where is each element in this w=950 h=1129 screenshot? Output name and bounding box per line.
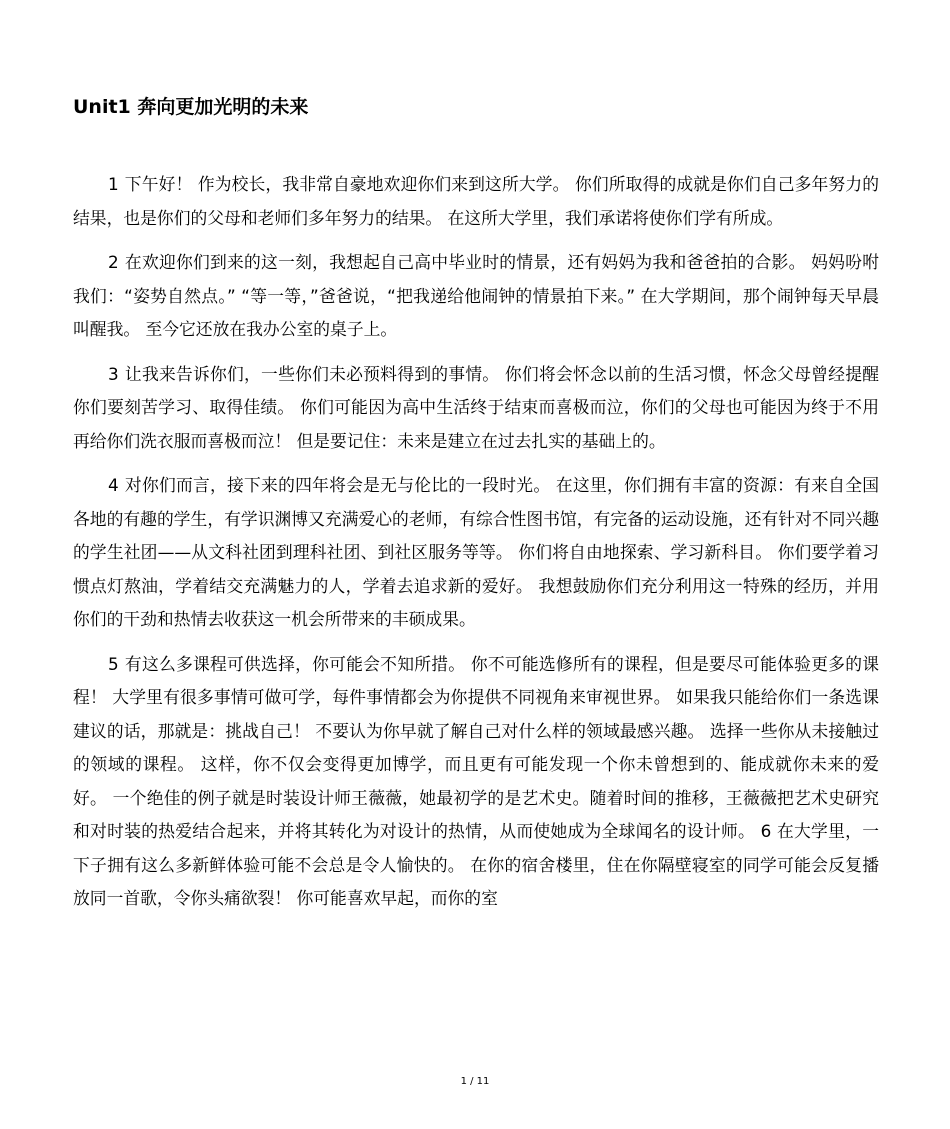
- paragraph-number: 1: [108, 174, 119, 194]
- paragraph-number: 3: [108, 363, 119, 384]
- paragraph-5: [73, 648, 879, 916]
- document-body: [73, 168, 879, 927]
- paragraph-text: 有这么多课程可供选择，你可能会不知所措。 你不可能选修所有的课程，但是要尽可能体验更多的课程！ 大学里有很多事情可做可学，每件事情都会为你提供不同视角来审视世界。 如果我只能给你们一条选课建议的话，那就是：挑战自己！ 不要认为你早就了解自己对什么样的领域最感兴趣。 选择一些你从未接触过的领域的课程。 这样，你不仅会变得更加博学，而且更有可能发现一个你未曾想到的、能成就你未来的爱好。 一个绝佳的例子就是时装设计师王薇薇，她最初学的是艺术史。随着时间的推移，王薇薇把艺术史研究和对时装的热爱结合起来，并将其转化为对设计的热情，从而使她成为全球闻名的设计师。 6 在大学里，一下子拥有这么多新鲜体验可能不会总是令人愉快的。 在你的宿舍楼里，住在你隔壁寝室的同学可能会反复播放同一首歌，令你头痛欲裂！ 你可能喜欢早起，而你的室: [73, 653, 879, 908]
- paragraph-text: 下午好！ 作为校长，我非常自豪地欢迎你们来到这所大学。 你们所取得的成就是你们自己多年努力的结果，也是你们的父母和老师们多年努力的结果。 在这所大学里，我们承诺将使你们学有所成。: [73, 174, 879, 228]
- paragraph-text: 对你们而言，接下来的四年将会是无与伦比的一段时光。 在这里，你们拥有丰富的资源：有来自全国各地的有趣的学生，有学识渊博又充满爱心的老师，有综合性图书馆，有完备的运动设施，还有针对不同兴趣的学生社团——从文科社团到理科社团、到社区服务等等。 你们将自由地探索、学习新科目。 你们要学着习惯点灯熬油，学着结交充满魅力的人，学着去追求新的爱好。 我想鼓励你们充分利用这一特殊的经历，并用你们的干劲和热情去收获这一机会所带来的丰硕成果。: [73, 475, 879, 629]
- paragraph-number: 4: [108, 475, 119, 495]
- paragraph-text: 让我来告诉你们，一些你们未必预料得到的事情。 你们将会怀念以前的生活习惯，怀念父母曾经提醒你们要刻苦学习、取得佳绩。 你们可能因为高中生活终于结束而喜极而泣，你们的父母也可能因为终于不用再给你们洗衣服而喜极而泣！ 但是要记住：未来是建立在过去扎实的基础上的。: [73, 363, 879, 451]
- paragraph-number: 5: [108, 653, 119, 674]
- paragraph-text: 在欢迎你们到来的这一刻，我想起自己高中毕业时的情景，还有妈妈为我和爸爸拍的合影。 妈妈吩咐我们：“姿势自然点。” “等一等，”爸爸说，“把我递给他闹钟的情景拍下来。” 在大学期间，那个闹钟每天早晨叫醒我。 至今它还放在我办公室的桌子上。: [73, 252, 879, 339]
- page-indicator: 1 / 11: [460, 1076, 490, 1087]
- paragraph-4: [73, 469, 879, 637]
- paragraph-1: [73, 168, 879, 235]
- paragraph-number: 2: [108, 252, 119, 272]
- paragraph-2: [73, 246, 879, 347]
- document-title: Unit1 奔向更加光明的未来: [73, 96, 309, 118]
- paragraph-3: [73, 358, 879, 459]
